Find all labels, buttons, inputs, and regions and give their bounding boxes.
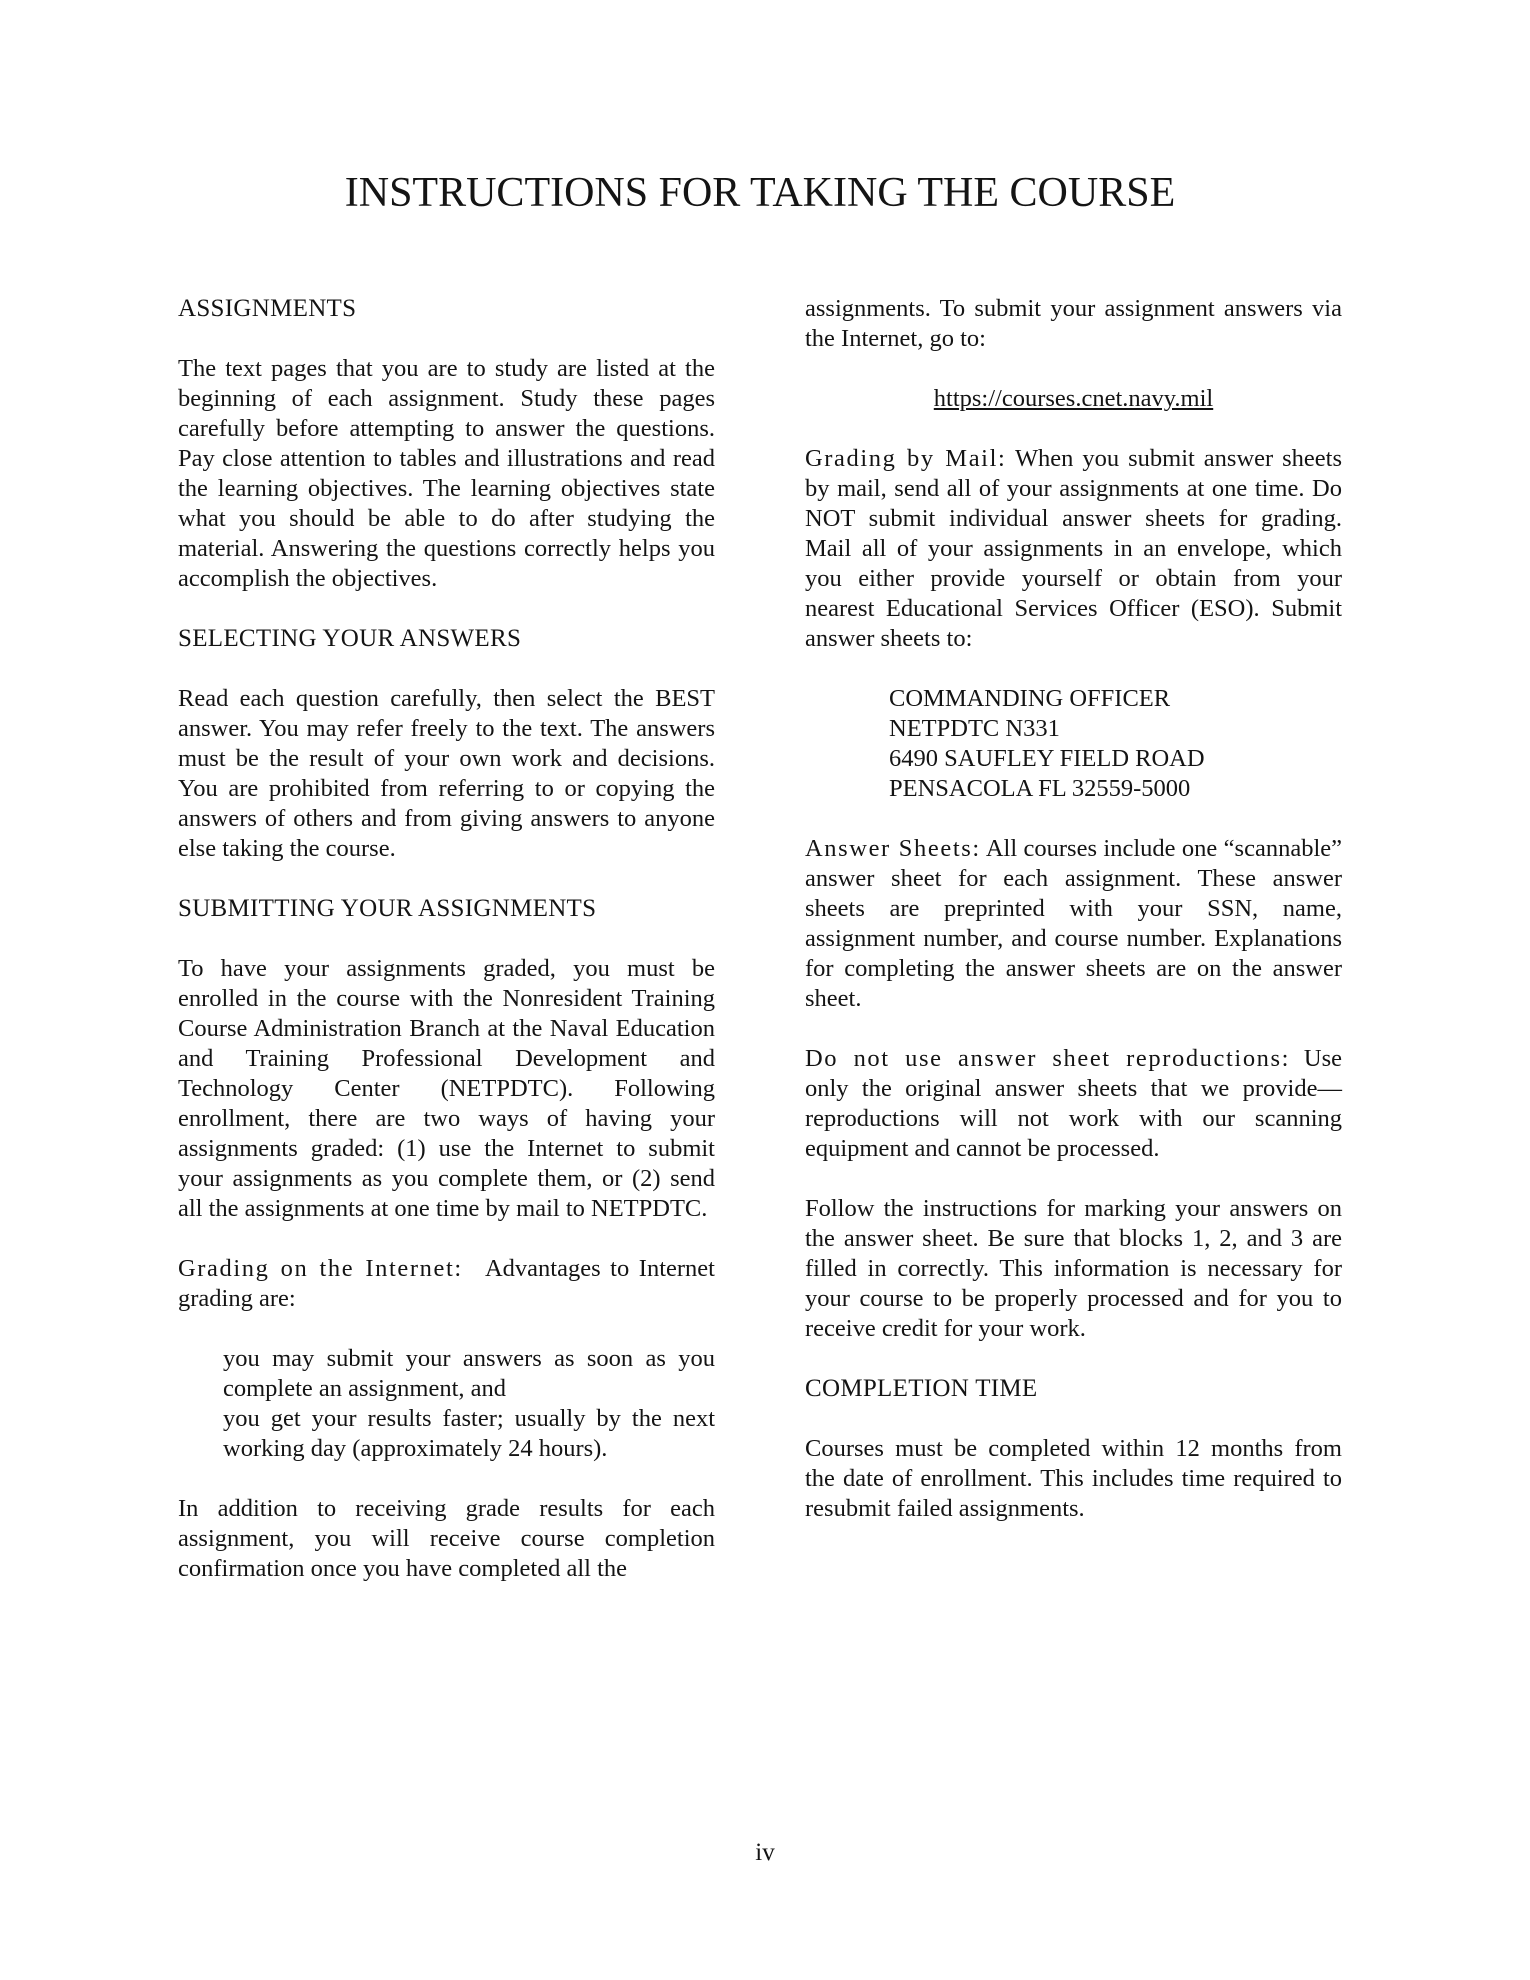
grading-mail-lead: Grading by Mail:: [805, 445, 1007, 472]
list-item: you get your results faster; usually by the next working day (approximately 24 hours).: [223, 1405, 715, 1462]
paragraph-assignments: The text pages that you are to study are listed at the beginning of each assignment. Study these pages carefully before attempting to answer the questions. Pay close attention to tables and illustrations and read the learning objectives. The learning objectives state what you should be able to do after studying the material. Answering the questions correctly helps you accomplish the objectives.: [178, 355, 715, 592]
courses-url-link[interactable]: https://courses.cnet.navy.mil: [933, 385, 1214, 412]
section-heading-submitting-assignments: SUBMITTING YOUR ASSIGNMENTS: [178, 895, 597, 922]
paragraph-grading-by-mail: [805, 444, 1342, 654]
page-number: iv: [755, 1839, 775, 1866]
paragraph-continuation: assignments. To submit your assignment answers via the Internet, go to:: [805, 295, 1342, 352]
paragraph-in-addition: In addition to receiving grade results for each assignment, you will receive course completion confirmation once you have completed all the: [178, 1495, 715, 1582]
grading-mail-rest: When you submit answer sheets by mail, send all of your assignments at one time. Do NOT submit individual answer sheets for grading. Mail all of your assignments in an envelope, which you either provide yourself or obtain from your nearest Educational Services Officer (ESO). Submit answer sheets to:: [805, 445, 1343, 652]
internet-grading-advantages-list: [223, 1344, 715, 1464]
paragraph-grading-internet: [178, 1254, 715, 1314]
grading-internet-lead: Grading on the Internet:: [178, 1255, 463, 1282]
mailing-address: [889, 684, 1342, 804]
section-heading-selecting-answers: SELECTING YOUR ANSWERS: [178, 625, 522, 652]
grading-internet-rest: Advantages to Internet grading are:: [178, 1255, 715, 1312]
answer-sheets-lead: Answer Sheets:: [805, 835, 981, 862]
address-line: 6490 SAUFLEY FIELD ROAD: [889, 745, 1205, 772]
section-heading-assignments: ASSIGNMENTS: [178, 295, 357, 322]
paragraph-selecting-answers: Read each question carefully, then select the BEST answer. You may refer freely to the text. The answers must be the result of your own work and decisions. You are prohibited from referring to or copying the answers of others and from giving answers to anyone else taking the course.: [178, 685, 715, 862]
paragraph-reproductions: [805, 1044, 1342, 1164]
address-line: PENSACOLA FL 32559-5000: [889, 775, 1191, 802]
right-column: [805, 294, 1342, 1554]
reproductions-lead: Do not use answer sheet reproductions:: [805, 1045, 1291, 1072]
paragraph-submitting-assignments: To have your assignments graded, you must be enrolled in the course with the Nonresident Training Course Administration Branch at the Naval Education and Training Professional Development and Technology Center (NETPDTC). Following enrollment, there are two ways of having your assignments graded: (1) use the Internet to submit your assignments as you complete them, or (2) send all the assignments at one time by mail to NETPDTC.: [178, 955, 715, 1222]
paragraph-completion-time: Courses must be completed within 12 months from the date of enrollment. This includes time required to resubmit failed assignments.: [805, 1435, 1342, 1522]
section-heading-completion-time: COMPLETION TIME: [805, 1375, 1038, 1402]
answer-sheets-rest: All courses include one “scannable” answer sheet for each assignment. These answer sheets are preprinted with your SSN, name, assignment number, and course number. Explanations for completing the answer sheets are on the answer sheet.: [805, 835, 1342, 1012]
address-line: NETPDTC N331: [889, 715, 1060, 742]
left-column: [178, 294, 715, 1614]
link-line: [805, 384, 1342, 414]
address-line: COMMANDING OFFICER: [889, 685, 1171, 712]
paragraph-follow-instructions: Follow the instructions for marking your answers on the answer sheet. Be sure that blocks 1, 2, and 3 are filled in correctly. This information is necessary for your course to be properly processed and for you to receive credit for your work.: [805, 1195, 1342, 1342]
reproductions-rest: Use only the original answer sheets that we provide—reproductions will not work with our scanning equipment and cannot be processed.: [805, 1045, 1342, 1162]
page-title: INSTRUCTIONS FOR TAKING THE COURSE: [344, 170, 1176, 216]
list-item: you may submit your answers as soon as you complete an assignment, and: [223, 1345, 715, 1402]
two-column-layout: [178, 294, 1342, 1614]
paragraph-answer-sheets: [805, 834, 1342, 1014]
